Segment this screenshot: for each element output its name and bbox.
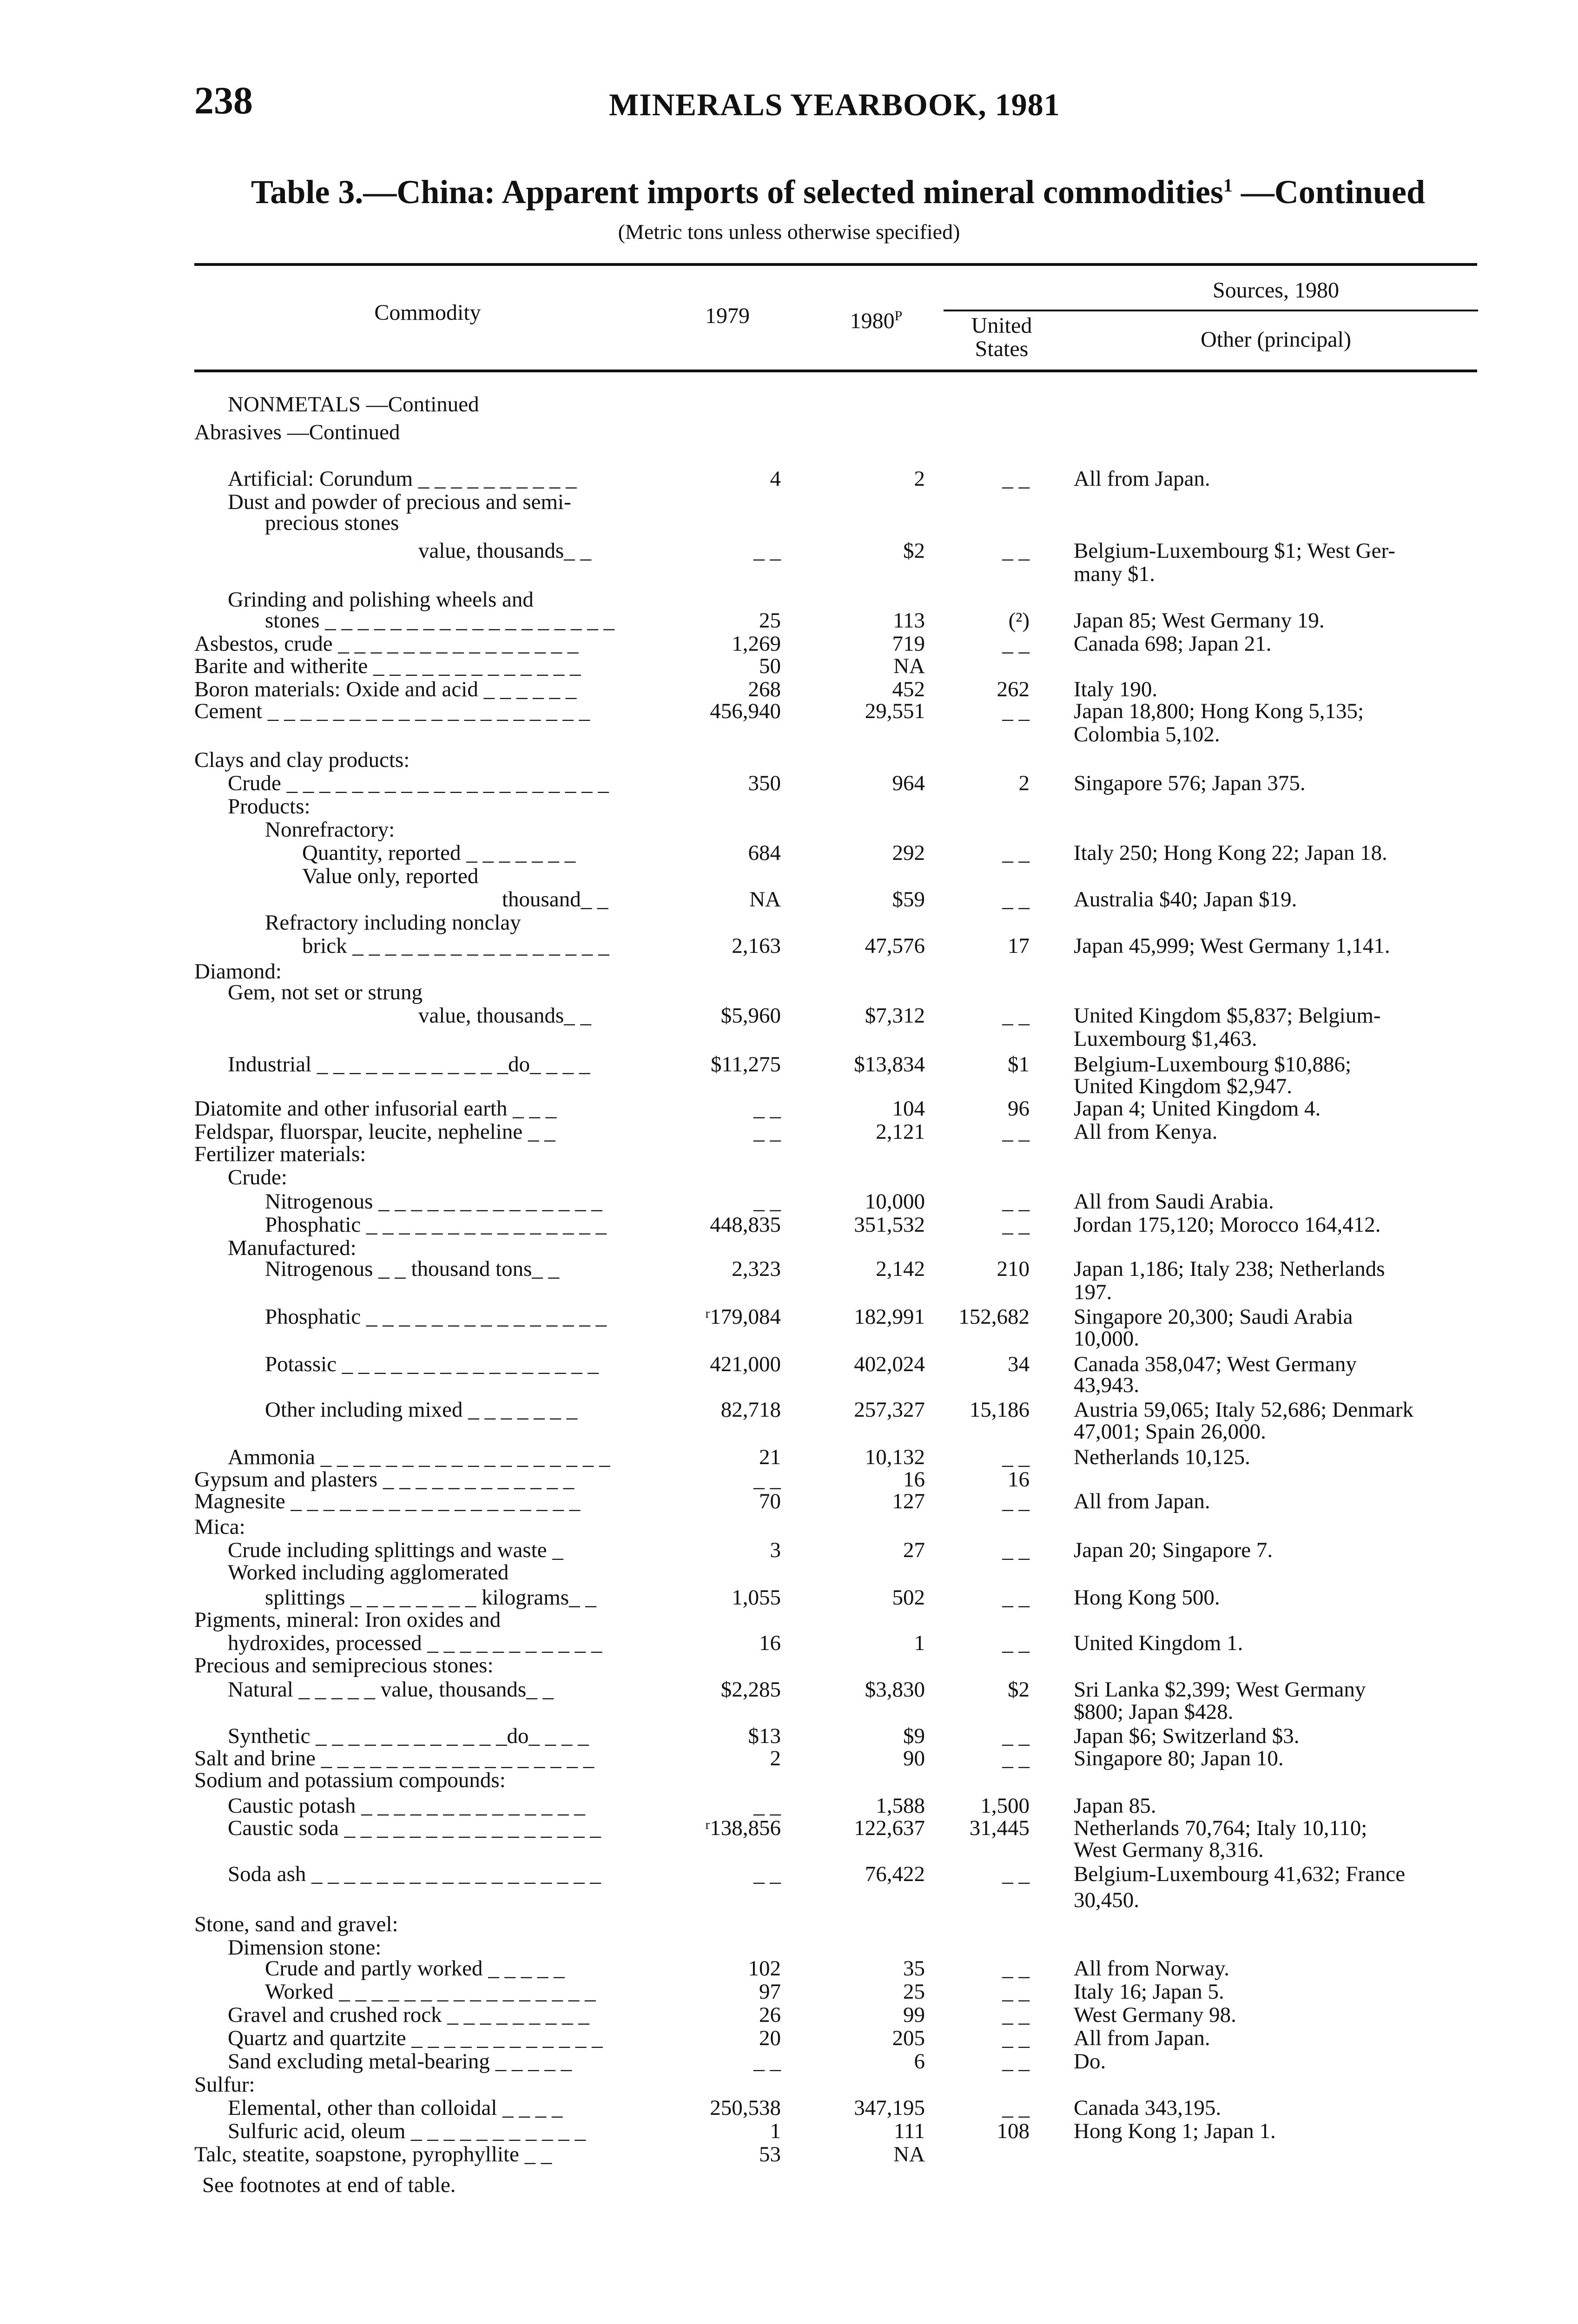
value-1979-cell: _ _ (753, 1862, 781, 1886)
value-1979-cell: NA (749, 887, 781, 911)
value-1980-cell: 29,551 (865, 699, 925, 723)
value-1980-cell: 113 (893, 608, 925, 633)
other-sources-cell: Japan 85. (1074, 1794, 1156, 1818)
commodity-cell: Diamond: (194, 959, 282, 984)
value-1980-cell: 25 (903, 1980, 925, 2004)
value-1979-cell: $13 (748, 1724, 781, 1748)
value-1980-cell: 6 (914, 2049, 925, 2073)
value-1980-cell: 99 (903, 2003, 925, 2027)
header-bottom-rule (194, 370, 1477, 372)
united-states-cell: _ _ (1002, 539, 1030, 563)
value-1979-cell: _ _ (753, 1096, 781, 1121)
col-header-united-states: United States (971, 313, 1032, 361)
commodity-cell: Crude _ _ _ _ _ _ _ _ _ _ _ _ _ _ _ _ _ _ _ _ (228, 771, 609, 795)
value-1980-cell: $7,312 (865, 1004, 925, 1028)
value-1980-cell: 90 (903, 1746, 925, 1770)
other-sources-cell: United Kingdom $5,837; Belgium- (1074, 1004, 1381, 1028)
value-1979-cell: _ _ (753, 1120, 781, 1144)
value-1979-cell: 21 (759, 1445, 781, 1469)
commodity-cell: Diatomite and other infusorial earth _ _ _ (194, 1096, 557, 1121)
value-1980-cell: $59 (892, 887, 925, 911)
value-1980-cell: 502 (892, 1585, 925, 1610)
united-states-cell: _ _ (1002, 887, 1030, 911)
value-1979-cell: 82,718 (720, 1398, 781, 1422)
value-1980-cell: 402,024 (854, 1352, 925, 1376)
value-1979-cell: 456,940 (710, 699, 781, 723)
commodity-cell: Nitrogenous _ _ _ _ _ _ _ _ _ _ _ _ _ _ (265, 1189, 602, 1214)
commodity-cell: Ammonia _ _ _ _ _ _ _ _ _ _ _ _ _ _ _ _ _ _ (228, 1445, 610, 1469)
other-sources-cell: Canada 698; Japan 21. (1074, 632, 1272, 656)
value-1980-cell: 351,532 (854, 1213, 925, 1237)
other-sources-cell: Hong Kong 1; Japan 1. (1074, 2119, 1276, 2143)
other-sources-cell: Do. (1074, 2049, 1106, 2073)
other-sources-cell: Japan 45,999; West Germany 1,141. (1074, 934, 1390, 958)
other-sources-cell: All from Japan. (1074, 2026, 1210, 2050)
commodity-cell: Mica: (194, 1515, 245, 1539)
other-sources-cell: Sri Lanka $2,399; West Germany (1074, 1677, 1366, 1702)
united-states-cell: 15,186 (969, 1398, 1030, 1422)
united-states-cell: _ _ (1002, 1862, 1030, 1886)
other-sources-cell: Canada 343,195. (1074, 2096, 1221, 2120)
value-1980-cell: 452 (892, 677, 925, 701)
value-1980-cell: 76,422 (865, 1862, 925, 1886)
value-1979-cell: ʳ179,084 (705, 1305, 781, 1329)
commodity-cell: Boron materials: Oxide and acid _ _ _ _ _ _ (194, 677, 577, 701)
commodity-cell: Quartz and quartzite _ _ _ _ _ _ _ _ _ _ _ _ (228, 2026, 603, 2050)
table-footnote: See footnotes at end of table. (202, 2173, 456, 2197)
value-1980-cell: $2 (903, 539, 925, 563)
other-sources-cell: United Kingdom 1. (1074, 1631, 1243, 1655)
value-1979-cell: 97 (759, 1980, 781, 2004)
other-sources-cell: Italy 250; Hong Kong 22; Japan 18. (1074, 841, 1387, 865)
united-states-cell: _ _ (1002, 1120, 1030, 1144)
other-sources-cell: Japan $6; Switzerland $3. (1074, 1724, 1300, 1748)
value-1980-cell: $3,830 (865, 1677, 925, 1702)
commodity-cell: Salt and brine _ _ _ _ _ _ _ _ _ _ _ _ _ _ _ _ _ (194, 1746, 594, 1770)
value-1979-cell: 268 (748, 677, 781, 701)
united-states-cell: 152,682 (958, 1305, 1030, 1329)
value-1979-cell: 448,835 (710, 1213, 781, 1237)
united-states-cell: $2 (1008, 1677, 1030, 1702)
sources-rule (944, 310, 1478, 311)
value-1979-cell: ʳ138,856 (705, 1816, 781, 1840)
value-1979-cell: 250,538 (710, 2096, 781, 2120)
commodity-cell: Synthetic _ _ _ _ _ _ _ _ _ _ _ _do_ _ _ _ (228, 1724, 589, 1748)
other-sources-cell: Japan 1,186; Italy 238; Netherlands (1074, 1257, 1385, 1281)
commodity-cell: Stone, sand and gravel: (194, 1912, 398, 1936)
other-sources-cell: All from Saudi Arabia. (1074, 1189, 1274, 1214)
commodity-cell: Nonrefractory: (265, 818, 395, 842)
value-1980-cell: 2,121 (876, 1120, 925, 1144)
other-sources-cell: Italy 190. (1074, 677, 1158, 701)
col-header-1980-label: 1980 (850, 309, 895, 333)
commodity-cell: value, thousands_ _ (418, 539, 592, 563)
other-sources-cell: Italy 16; Japan 5. (1074, 1980, 1224, 2004)
value-1979-cell: 1,269 (732, 632, 781, 656)
value-1979-cell: _ _ (753, 1794, 781, 1818)
other-sources-cell: 47,001; Spain 26,000. (1074, 1419, 1266, 1444)
value-1980-cell: 719 (892, 632, 925, 656)
col-header-other: Other (principal) (1201, 327, 1351, 352)
commodity-cell: Sodium and potassium compounds: (194, 1768, 506, 1792)
united-states-cell: $1 (1008, 1052, 1030, 1076)
other-sources-cell: All from Norway. (1074, 1956, 1230, 1981)
value-1979-cell: _ _ (753, 2049, 781, 2073)
value-1980-cell: 104 (892, 1096, 925, 1121)
commodity-cell: Caustic soda _ _ _ _ _ _ _ _ _ _ _ _ _ _ _ _ (228, 1816, 601, 1840)
value-1979-cell: _ _ (753, 1189, 781, 1214)
commodity-cell: Crude: (228, 1165, 287, 1189)
header-top-rule (194, 263, 1477, 266)
other-sources-cell: Singapore 576; Japan 375. (1074, 771, 1306, 795)
value-1979-cell: 350 (748, 771, 781, 795)
value-1980-cell: 111 (893, 2119, 925, 2143)
table-title (251, 173, 1425, 211)
value-1980-cell: 182,991 (854, 1305, 925, 1329)
value-1979-cell: 26 (759, 2003, 781, 2027)
united-states-cell: _ _ (1002, 699, 1030, 723)
value-1979-cell: 4 (770, 467, 781, 491)
value-1979-cell: 70 (759, 1489, 781, 1513)
commodity-cell: Products: (228, 794, 310, 819)
commodity-cell: Soda ash _ _ _ _ _ _ _ _ _ _ _ _ _ _ _ _ _ _ (228, 1862, 601, 1886)
col-header-1980-preliminary-mark: P (894, 308, 903, 324)
table-title-suffix: —Continued (1232, 173, 1426, 211)
other-sources-cell: 10,000. (1074, 1327, 1139, 1351)
table-title-text: Table 3.—China: Apparent imports of selected mineral commodities (251, 173, 1223, 211)
united-states-cell: _ _ (1002, 1956, 1030, 1981)
commodity-cell: Dust and powder of precious and semi- (228, 490, 571, 514)
other-sources-cell: $800; Japan $428. (1074, 1700, 1234, 1724)
col-header-1980 (818, 304, 934, 333)
value-1980-cell: NA (893, 654, 925, 678)
united-states-cell: _ _ (1002, 1489, 1030, 1513)
commodity-cell: value, thousands_ _ (418, 1004, 592, 1028)
united-states-cell: _ _ (1002, 1189, 1030, 1214)
commodity-cell: Potassic _ _ _ _ _ _ _ _ _ _ _ _ _ _ _ _ (265, 1352, 599, 1376)
page-number: 238 (194, 79, 253, 122)
other-sources-cell: 197. (1074, 1280, 1112, 1304)
commodity-cell: Quantity, reported _ _ _ _ _ _ _ (302, 841, 576, 865)
value-1980-cell: 10,132 (865, 1445, 925, 1469)
other-sources-cell: Canada 358,047; West Germany (1074, 1352, 1357, 1376)
united-states-cell: 210 (997, 1257, 1030, 1281)
value-1979-cell: $11,275 (710, 1052, 781, 1076)
value-1980-cell: 47,576 (865, 934, 925, 958)
other-sources-cell: Belgium-Luxembourg 41,632; France (1074, 1862, 1406, 1886)
col-header-commodity: Commodity (374, 300, 481, 325)
united-states-cell: _ _ (1002, 1631, 1030, 1655)
commodity-cell: Artificial: Corundum _ _ _ _ _ _ _ _ _ _ (228, 467, 577, 491)
commodity-cell: Gypsum and plasters _ _ _ _ _ _ _ _ _ _ _ _ (194, 1467, 574, 1492)
other-sources-cell: Japan 20; Singapore 7. (1074, 1538, 1273, 1562)
united-states-cell: _ _ (1002, 841, 1030, 865)
commodity-cell: Phosphatic _ _ _ _ _ _ _ _ _ _ _ _ _ _ _ (265, 1305, 607, 1329)
commodity-cell: Precious and semiprecious stones: (194, 1653, 494, 1677)
other-sources-cell: Hong Kong 500. (1074, 1585, 1220, 1610)
united-states-cell: 31,445 (969, 1816, 1030, 1840)
other-sources-cell: All from Japan. (1074, 1489, 1210, 1513)
other-sources-cell: Australia $40; Japan $19. (1074, 887, 1297, 911)
value-1980-cell: NA (893, 2142, 925, 2166)
other-sources-cell: All from Japan. (1074, 467, 1210, 491)
value-1979-cell: 421,000 (710, 1352, 781, 1376)
value-1979-cell: 2,323 (732, 1257, 781, 1281)
other-sources-cell: 30,450. (1074, 1888, 1139, 1912)
commodity-cell: Pigments, mineral: Iron oxides and (194, 1608, 501, 1632)
united-states-cell: 1,500 (980, 1794, 1030, 1818)
united-states-cell: _ _ (1002, 467, 1030, 491)
value-1979-cell: 3 (770, 1538, 781, 1562)
united-states-cell: _ _ (1002, 2026, 1030, 2050)
commodity-cell: Cement _ _ _ _ _ _ _ _ _ _ _ _ _ _ _ _ _ _ _ _ (194, 699, 590, 723)
value-1980-cell: 964 (892, 771, 925, 795)
united-states-cell: 17 (1008, 934, 1030, 958)
commodity-cell: Refractory including nonclay (265, 911, 521, 935)
other-sources-cell: Japan 18,800; Hong Kong 5,135; (1074, 699, 1364, 723)
commodity-cell: NONMETALS —Continued (228, 392, 479, 416)
value-1980-cell: $9 (903, 1724, 925, 1748)
united-states-cell: _ _ (1002, 1724, 1030, 1748)
united-states-cell: _ _ (1002, 1213, 1030, 1237)
commodity-cell: Sand excluding metal-bearing _ _ _ _ _ (228, 2049, 572, 2073)
commodity-cell: Grinding and polishing wheels and (228, 588, 534, 612)
commodity-cell: Feldspar, fluorspar, leucite, nepheline _ _ (194, 1120, 555, 1144)
commodity-cell: Value only, reported (302, 864, 479, 888)
commodity-cell: Gem, not set or strung (228, 980, 423, 1004)
commodity-cell: Elemental, other than colloidal _ _ _ _ (228, 2096, 563, 2120)
other-sources-cell: 43,943. (1074, 1373, 1139, 1397)
united-states-cell: _ _ (1002, 2096, 1030, 2120)
value-1980-cell: 1 (914, 1631, 925, 1655)
commodity-cell: Barite and witherite _ _ _ _ _ _ _ _ _ _ _ _ _ (194, 654, 581, 678)
commodity-cell: Abrasives —Continued (194, 420, 400, 444)
value-1980-cell: 27 (903, 1538, 925, 1562)
value-1980-cell: 10,000 (865, 1189, 925, 1214)
commodity-cell: Crude and partly worked _ _ _ _ _ (265, 1956, 565, 1981)
commodity-cell: Talc, steatite, soapstone, pyrophyllite _ _ (194, 2142, 552, 2166)
commodity-cell: Worked including agglomerated (228, 1560, 509, 1585)
other-sources-cell: Jordan 175,120; Morocco 164,412. (1074, 1213, 1381, 1237)
other-sources-cell: many $1. (1074, 562, 1155, 586)
value-1979-cell: 16 (759, 1631, 781, 1655)
commodity-cell: splittings _ _ _ _ _ _ _ _ kilograms_ _ (265, 1585, 596, 1610)
united-states-cell: _ _ (1002, 632, 1030, 656)
value-1979-cell: 53 (759, 2142, 781, 2166)
commodity-cell: precious stones (265, 511, 399, 535)
other-sources-cell: Colombia 5,102. (1074, 722, 1220, 746)
commodity-cell: Crude including splittings and waste _ (228, 1538, 563, 1562)
united-states-cell: _ _ (1002, 1585, 1030, 1610)
value-1980-cell: 347,195 (854, 2096, 925, 2120)
value-1979-cell: $5,960 (720, 1004, 781, 1028)
commodity-cell: brick _ _ _ _ _ _ _ _ _ _ _ _ _ _ _ _ (302, 934, 609, 958)
other-sources-cell: Luxembourg $1,463. (1074, 1027, 1257, 1051)
value-1979-cell: 102 (748, 1956, 781, 1981)
value-1980-cell: 35 (903, 1956, 925, 1981)
commodity-cell: Dimension stone: (228, 1935, 382, 1960)
commodity-cell: Industrial _ _ _ _ _ _ _ _ _ _ _ _do_ _ _ _ (228, 1052, 590, 1076)
united-states-cell: _ _ (1002, 1538, 1030, 1562)
value-1979-cell: 50 (759, 654, 781, 678)
value-1979-cell: _ _ (753, 539, 781, 563)
other-sources-cell: Netherlands 10,125. (1074, 1445, 1250, 1469)
commodity-cell: Caustic potash _ _ _ _ _ _ _ _ _ _ _ _ _ _ (228, 1794, 585, 1818)
commodity-cell: hydroxides, processed _ _ _ _ _ _ _ _ _ _ _ (228, 1631, 602, 1655)
united-states-cell: 262 (997, 677, 1030, 701)
united-states-cell: 96 (1008, 1096, 1030, 1121)
other-sources-cell: Austria 59,065; Italy 52,686; Denmark (1074, 1398, 1413, 1422)
value-1979-cell: 25 (759, 608, 781, 633)
united-states-cell: _ _ (1002, 2003, 1030, 2027)
united-states-cell: 16 (1008, 1467, 1030, 1492)
commodity-cell: Magnesite _ _ _ _ _ _ _ _ _ _ _ _ _ _ _ _ _ _ (194, 1489, 581, 1513)
value-1980-cell: 2,142 (876, 1257, 925, 1281)
value-1980-cell: 257,327 (854, 1398, 925, 1422)
other-sources-cell: West Germany 98. (1074, 2003, 1236, 2027)
value-1979-cell: 684 (748, 841, 781, 865)
commodity-cell: Gravel and crushed rock _ _ _ _ _ _ _ _ _ (228, 2003, 589, 2027)
other-sources-cell: Singapore 80; Japan 10. (1074, 1746, 1284, 1770)
commodity-cell: Natural _ _ _ _ _ value, thousands_ _ (228, 1677, 554, 1702)
value-1979-cell: $2,285 (720, 1677, 781, 1702)
commodity-cell: Manufactured: (228, 1236, 357, 1260)
commodity-cell: thousand_ _ (502, 887, 608, 911)
commodity-cell: Sulfuric acid, oleum _ _ _ _ _ _ _ _ _ _ _ (228, 2119, 586, 2143)
value-1979-cell: 2,163 (732, 934, 781, 958)
commodity-cell: Other including mixed _ _ _ _ _ _ _ (265, 1398, 578, 1422)
united-states-cell: _ _ (1002, 1004, 1030, 1028)
united-states-cell: _ _ (1002, 1445, 1030, 1469)
united-states-cell: 108 (997, 2119, 1030, 2143)
united-states-cell: (²) (1008, 608, 1030, 633)
value-1979-cell: _ _ (753, 1467, 781, 1492)
united-states-cell: _ _ (1002, 2049, 1030, 2073)
value-1979-cell: 1 (770, 2119, 781, 2143)
other-sources-cell: Netherlands 70,764; Italy 10,110; (1074, 1816, 1367, 1840)
other-sources-cell: Singapore 20,300; Saudi Arabia (1074, 1305, 1353, 1329)
commodity-cell: Asbestos, crude _ _ _ _ _ _ _ _ _ _ _ _ _ _ _ (194, 632, 579, 656)
value-1980-cell: 16 (903, 1467, 925, 1492)
commodity-cell: Sulfur: (194, 2073, 255, 2097)
col-header-sources: Sources, 1980 (1213, 278, 1339, 303)
value-1980-cell: 205 (892, 2026, 925, 2050)
value-1979-cell: 20 (759, 2026, 781, 2050)
value-1980-cell: 2 (914, 467, 925, 491)
united-states-cell: 2 (1018, 771, 1030, 795)
table-title-footnote-mark: 1 (1223, 175, 1233, 196)
other-sources-cell: West Germany 8,316. (1074, 1838, 1264, 1862)
commodity-cell: Clays and clay products: (194, 748, 410, 772)
commodity-cell: stones _ _ _ _ _ _ _ _ _ _ _ _ _ _ _ _ _ _ (265, 608, 614, 633)
other-sources-cell: Japan 85; West Germany 19. (1074, 608, 1325, 633)
commodity-cell: Fertilizer materials: (194, 1142, 366, 1166)
col-header-1979: 1979 (705, 304, 750, 328)
value-1980-cell: 122,637 (854, 1816, 925, 1840)
value-1980-cell: 127 (892, 1489, 925, 1513)
other-sources-cell: Belgium-Luxembourg $10,886; (1074, 1052, 1352, 1076)
commodity-cell: Worked _ _ _ _ _ _ _ _ _ _ _ _ _ _ _ _ (265, 1980, 596, 2004)
united-states-cell: _ _ (1002, 1746, 1030, 1770)
value-1979-cell: 2 (770, 1746, 781, 1770)
united-states-cell: _ _ (1002, 1980, 1030, 2004)
commodity-cell: Phosphatic _ _ _ _ _ _ _ _ _ _ _ _ _ _ _ (265, 1213, 607, 1237)
table-subtitle: (Metric tons unless otherwise specified) (618, 220, 960, 244)
other-sources-cell: Japan 4; United Kingdom 4. (1074, 1096, 1321, 1121)
united-states-cell: 34 (1008, 1352, 1030, 1376)
value-1980-cell: $13,834 (854, 1052, 925, 1076)
value-1980-cell: 292 (892, 841, 925, 865)
value-1980-cell: 1,588 (876, 1794, 925, 1818)
value-1979-cell: 1,055 (732, 1585, 781, 1610)
other-sources-cell: All from Kenya. (1074, 1120, 1218, 1144)
other-sources-cell: Belgium-Luxembourg $1; West Ger- (1074, 539, 1395, 563)
other-sources-cell: United Kingdom $2,947. (1074, 1074, 1292, 1098)
running-head: MINERALS YEARBOOK, 1981 (609, 87, 1060, 122)
commodity-cell: Nitrogenous _ _ thousand tons_ _ (265, 1257, 560, 1281)
